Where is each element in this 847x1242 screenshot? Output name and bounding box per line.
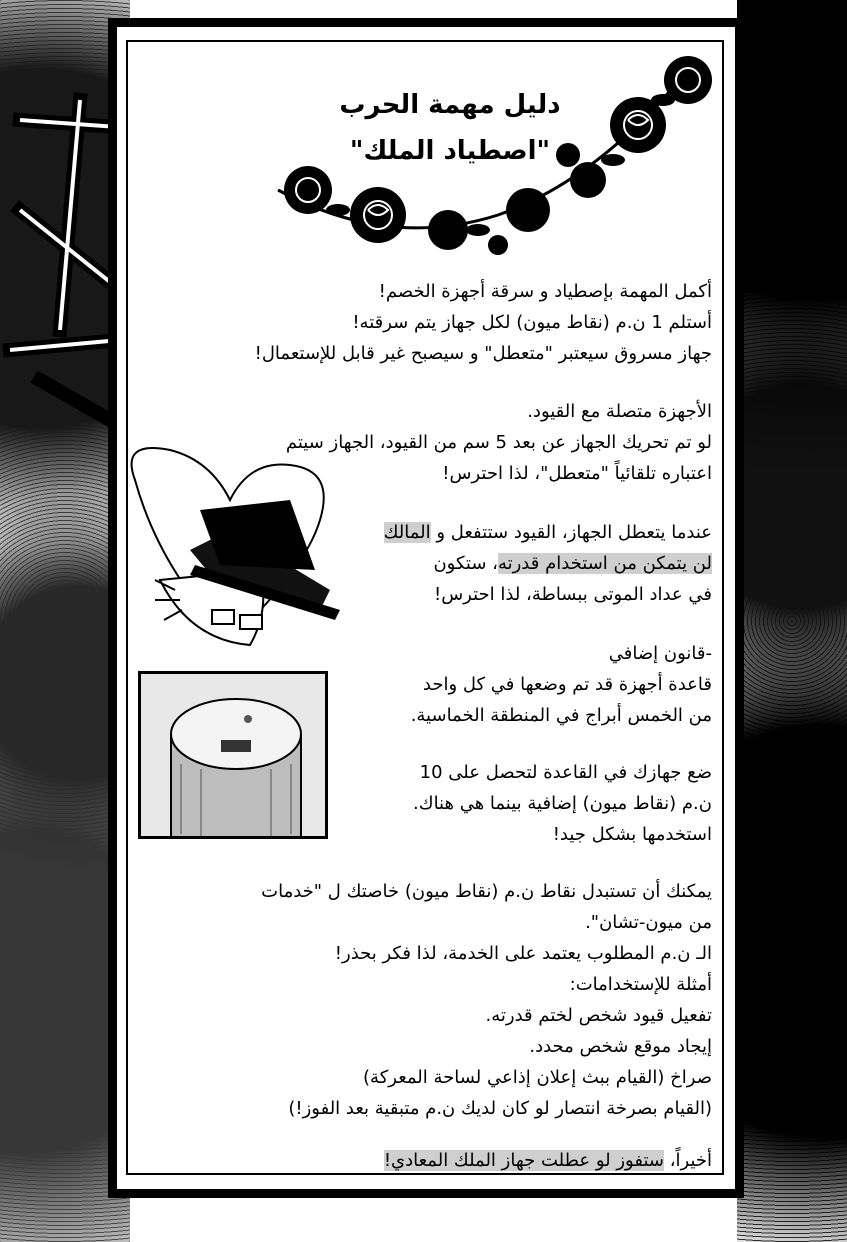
text-line: ن.م (نقاط ميون) إضافية بينما هي هناك. bbox=[413, 793, 712, 814]
text-line: أستلم 1 ن.م (نقاط ميون) لكل جهاز يتم سرقته! bbox=[352, 312, 712, 333]
text-line: إيجاد موقع شخص محدد. bbox=[529, 1036, 712, 1057]
text-segment: ، ستكون bbox=[433, 553, 498, 574]
device-base-image bbox=[141, 674, 328, 839]
section-services bbox=[261, 876, 712, 1124]
text-line: ضع جهازك في القاعدة لتحصل على 10 bbox=[419, 762, 712, 783]
character-illustration bbox=[120, 440, 345, 660]
section-owner-warning bbox=[384, 517, 712, 610]
text-line: أكمل المهمة بإصطياد و سرقة أجهزة الخصم! bbox=[378, 281, 712, 302]
text-line bbox=[384, 548, 712, 579]
text-line: الأجهزة متصلة مع القيود. bbox=[527, 401, 712, 422]
title-block bbox=[300, 82, 600, 174]
highlighted-text: ستفوز لو عطلت جهاز الملك المعادي! bbox=[383, 1150, 664, 1171]
text-line: من ميون-تشان". bbox=[585, 912, 712, 933]
text-line: قاعدة أجهزة قد تم وضعها في كل واحد bbox=[422, 674, 712, 695]
text-line: لو تم تحريك الجهاز عن بعد 5 سم من القيود، الجهاز سيتم bbox=[285, 432, 712, 453]
text-line: -قانون إضافي bbox=[608, 643, 712, 664]
text-line: يمكنك أن تستبدل نقاط ن.م (نقاط ميون) خاصتك ل "خدمات bbox=[261, 881, 712, 902]
text-line bbox=[384, 1145, 712, 1176]
section-device-base bbox=[413, 757, 712, 850]
highlighted-text: لن يتمكن من استخدام قدرته bbox=[497, 553, 712, 574]
text-line: جهاز مسروق سيعتبر "متعطل" و سيصبح غير قابل للإستعمال! bbox=[254, 343, 712, 364]
page-title: دليل مهمة الحرب bbox=[339, 90, 561, 120]
section-final bbox=[384, 1145, 712, 1176]
section-mission-rules bbox=[255, 276, 712, 369]
highlighted-text: المالك bbox=[383, 522, 431, 543]
right-background-art bbox=[737, 0, 847, 1242]
text-line: اعتباره تلقائياً "متعطل"، لذا احترس! bbox=[442, 463, 712, 484]
text-line: استخدمها بشكل جيد! bbox=[552, 824, 712, 845]
page-subtitle: "اصطياد الملك" bbox=[349, 136, 551, 166]
text-line: الـ ن.م المطلوب يعتمد على الخدمة، لذا فكر بحذر! bbox=[334, 943, 712, 964]
text-line: أمثلة للإستخدامات: bbox=[569, 974, 712, 995]
text-segment: أخيراً، bbox=[663, 1150, 712, 1171]
text-line bbox=[384, 517, 712, 548]
text-segment: عندما يتعطل الجهاز، القيود ستتفعل و bbox=[430, 522, 712, 543]
text-line: تفعيل قيود شخص لختم قدرته. bbox=[485, 1005, 712, 1026]
text-line: في عداد الموتى ببساطة، لذا احترس! bbox=[433, 584, 712, 605]
text-line: من الخمس أبراج في المنطقة الخماسية. bbox=[410, 705, 712, 726]
section-shackles bbox=[286, 396, 712, 489]
device-base-panel bbox=[138, 671, 328, 839]
section-extra-rule bbox=[411, 638, 712, 731]
text-line: صراخ (القيام ببث إعلان إذاعي لساحة المعركة) bbox=[363, 1067, 712, 1088]
text-line: (القيام بصرخة انتصار لو كان لديك ن.م متبقية بعد الفوز!) bbox=[288, 1098, 712, 1119]
